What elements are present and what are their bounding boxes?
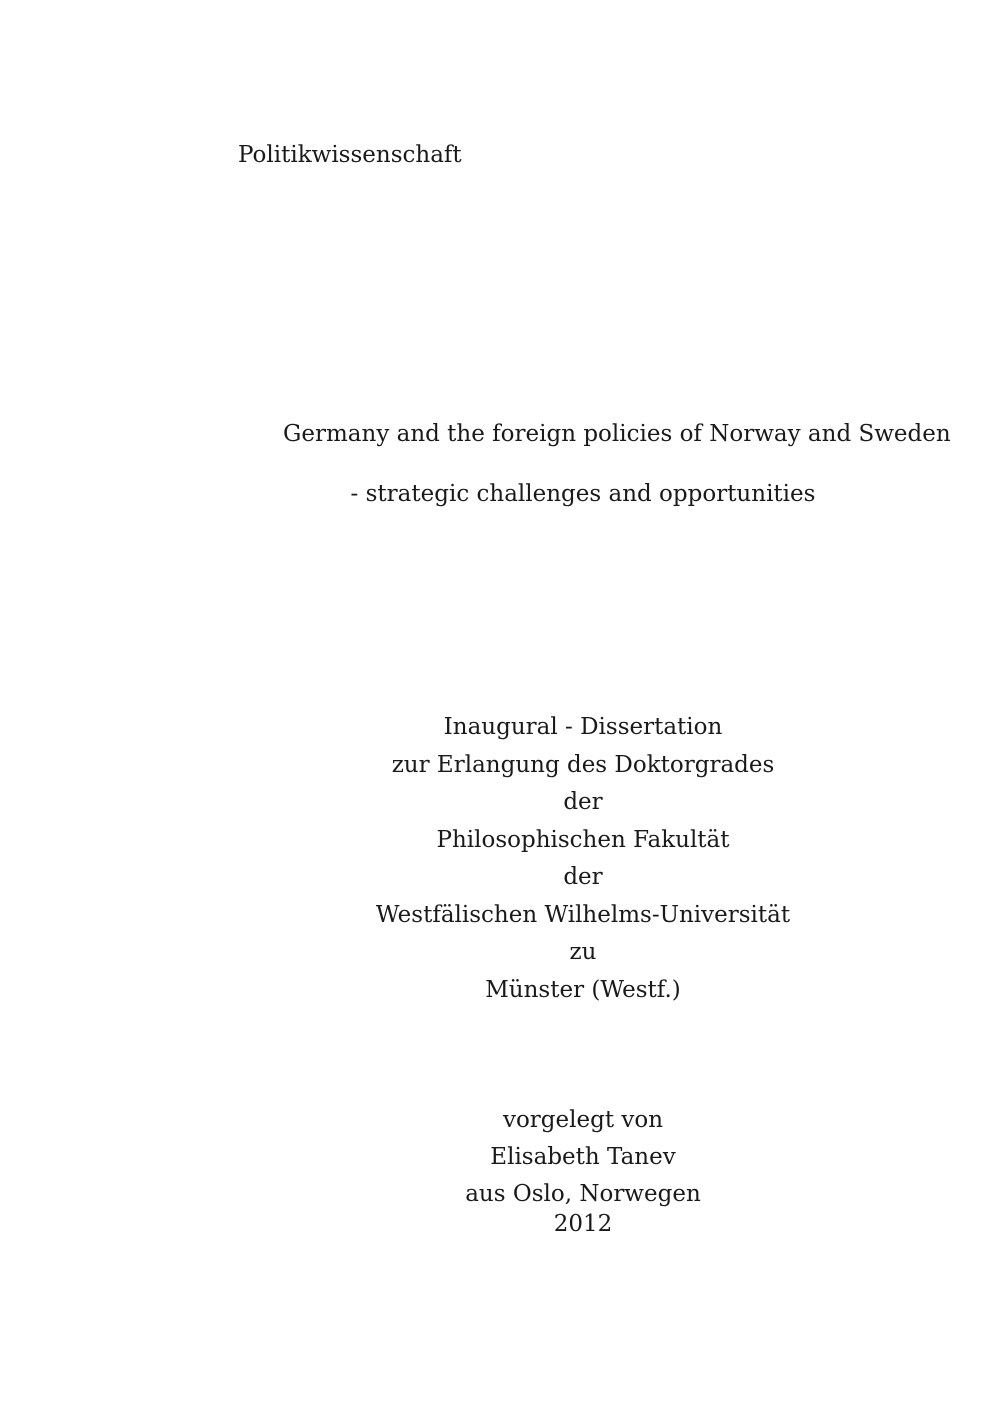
- dissertation-statement: [333, 712, 833, 1012]
- university-city: Münster (Westf.): [485, 976, 681, 1003]
- author-name: Elisabeth Tanev: [490, 1144, 676, 1170]
- university-name: Westfälischen Wilhelms-Universität: [375, 901, 791, 928]
- author-block: [333, 1105, 833, 1239]
- degree-purpose: zur Erlangung des Doktorgrades: [391, 751, 775, 778]
- dissertation-type: Inaugural - Dissertation: [443, 714, 723, 740]
- connector-der-1: der: [563, 789, 603, 815]
- thesis-subtitle: - strategic challenges and opportunities: [350, 481, 816, 507]
- faculty-name: Philosophischen Fakultät: [436, 826, 730, 853]
- author-origin: aus Oslo, Norwegen: [465, 1181, 701, 1207]
- connector-zu: zu: [569, 939, 597, 965]
- subject-heading: Politikwissenschaft: [238, 142, 462, 168]
- connector-der-2: der: [563, 864, 603, 890]
- thesis-title: Germany and the foreign policies of Norway and Sweden: [283, 421, 951, 447]
- submitted-by-label: vorgelegt von: [502, 1107, 664, 1133]
- submission-year: 2012: [553, 1211, 613, 1237]
